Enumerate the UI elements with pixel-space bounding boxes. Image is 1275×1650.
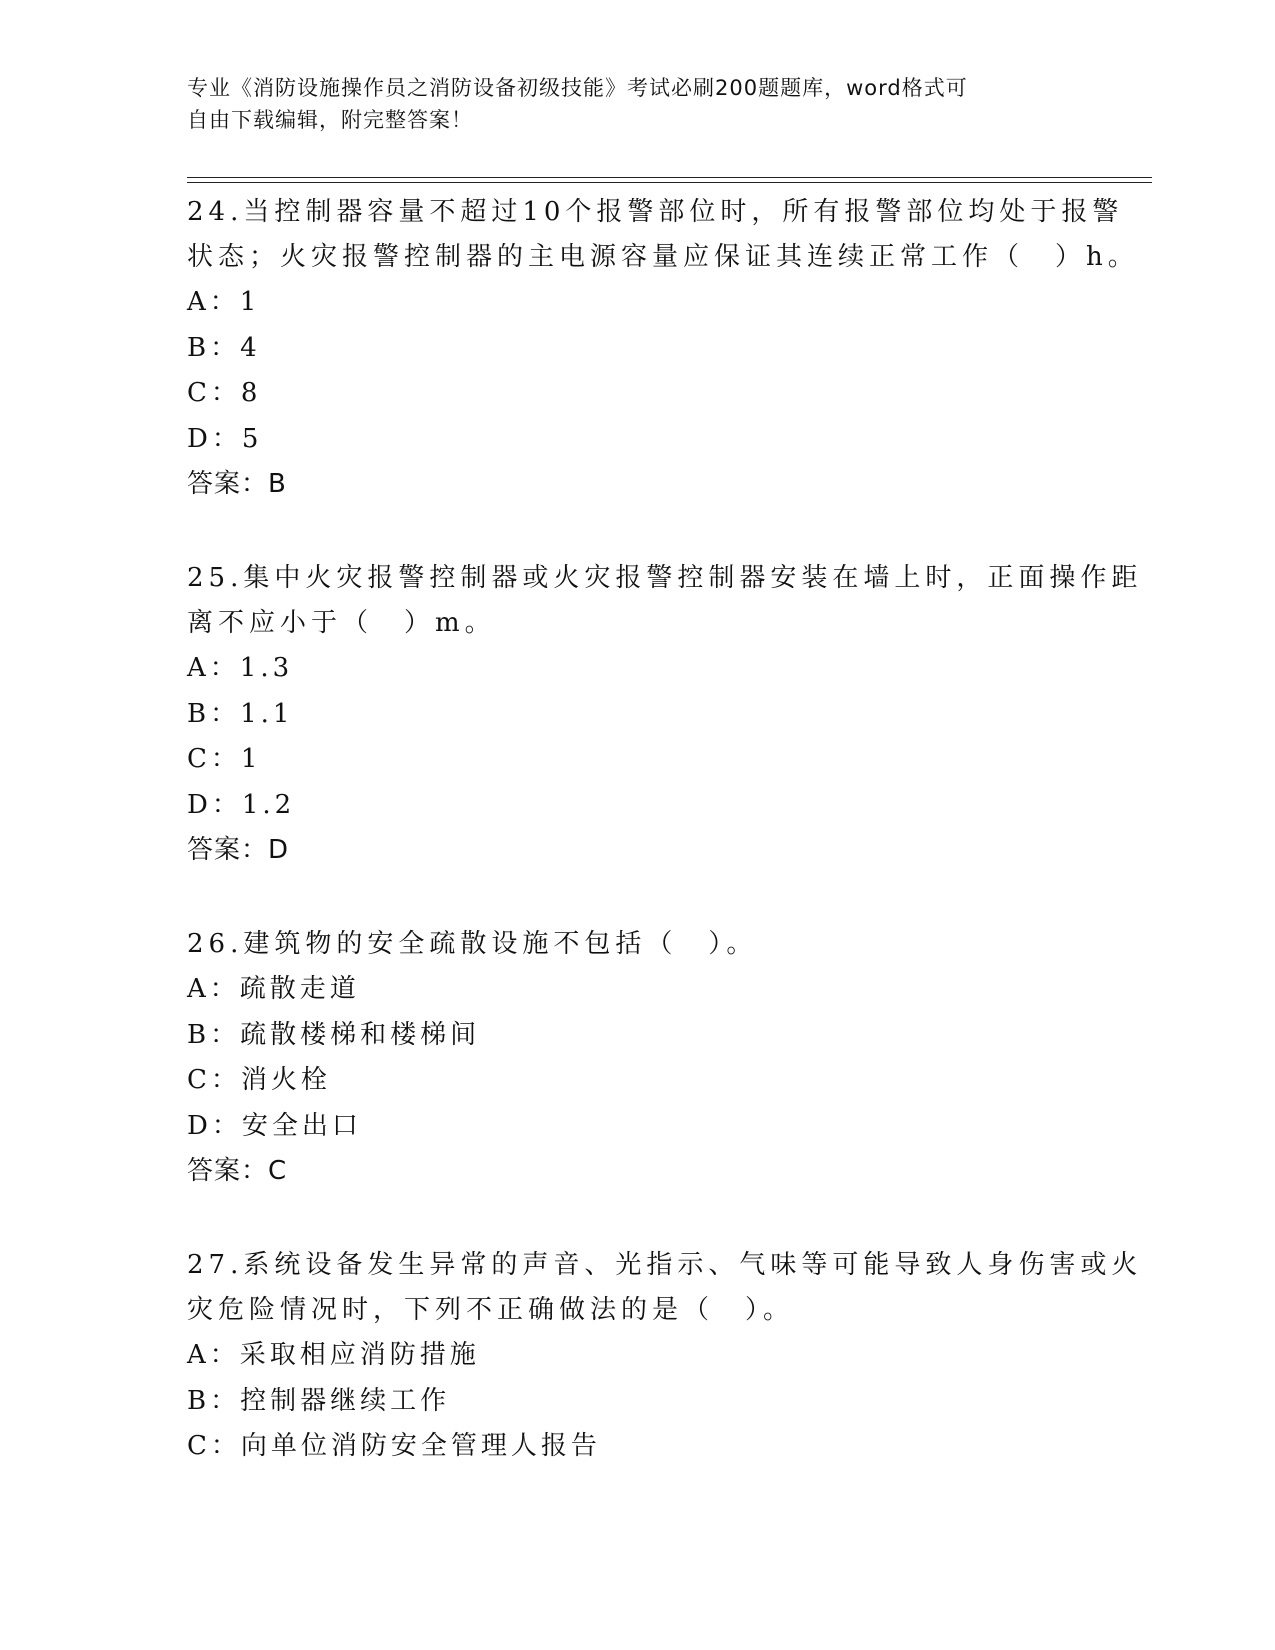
header-line-1: 专业《消防设施操作员之消防设备初级技能》考试必刷200题题库，word格式可 xyxy=(187,76,968,100)
answer: 答案：D xyxy=(187,835,290,865)
question-text-line: 离不应小于（ ）m。 xyxy=(187,608,496,638)
header-line-2: 自由下载编辑，附完整答案！ xyxy=(187,108,473,132)
question-spacer xyxy=(187,1194,1087,1243)
option-a: A：疏散走道 xyxy=(187,974,360,1004)
question-25 xyxy=(187,556,1143,873)
option-b: B：疏散楼梯和楼梯间 xyxy=(187,1019,481,1050)
question-26 xyxy=(187,922,1087,1194)
header-divider-top xyxy=(187,177,1152,178)
question-text-line: 26.建筑物的安全疏散设施不包括（ ）。 xyxy=(187,929,758,959)
question-list xyxy=(187,190,1143,1470)
question-text-line: 27.系统设备发生异常的声音、光指示、气味等可能导致人身伤害或火 xyxy=(187,1250,1143,1280)
option-d: D：安全出口 xyxy=(187,1110,362,1141)
question-text xyxy=(187,1243,1143,1333)
option-d: D：1.2 xyxy=(187,789,296,820)
question-27 xyxy=(187,1243,1143,1470)
option-b: B：控制器继续工作 xyxy=(187,1385,451,1416)
option-a: A：1.3 xyxy=(187,653,294,683)
question-text-line: 24.当控制器容量不超过10个报警部位时，所有报警部位均处于报警 xyxy=(187,197,1124,227)
question-text-line: 25.集中火灾报警控制器或火灾报警控制器安装在墙上时，正面操作距 xyxy=(187,563,1143,593)
question-text-line: 灾危险情况时，下列不正确做法的是（ ）。 xyxy=(187,1295,795,1325)
question-spacer xyxy=(187,507,1087,556)
question-spacer xyxy=(187,873,1087,922)
option-c: C：向单位消防安全管理人报告 xyxy=(187,1431,601,1461)
option-b: B：4 xyxy=(187,332,261,363)
header-divider-bottom xyxy=(187,182,1152,183)
option-b: B：1.1 xyxy=(187,698,294,729)
option-d: D：5 xyxy=(187,423,263,454)
document-header xyxy=(187,72,1067,136)
option-a: A：1 xyxy=(187,287,261,317)
question-text xyxy=(187,922,1087,967)
question-text-line: 状态；火灾报警控制器的主电源容量应保证其连续正常工作（ ）h。 xyxy=(187,242,1139,272)
question-text xyxy=(187,190,1139,280)
option-c: C：8 xyxy=(187,378,262,408)
option-c: C：消火栓 xyxy=(187,1065,331,1095)
option-c: C：1 xyxy=(187,744,262,774)
answer: 答案：B xyxy=(187,469,287,499)
question-text xyxy=(187,556,1143,646)
question-24 xyxy=(187,190,1139,507)
option-a: A：采取相应消防措施 xyxy=(187,1340,480,1370)
answer: 答案：C xyxy=(187,1156,288,1186)
